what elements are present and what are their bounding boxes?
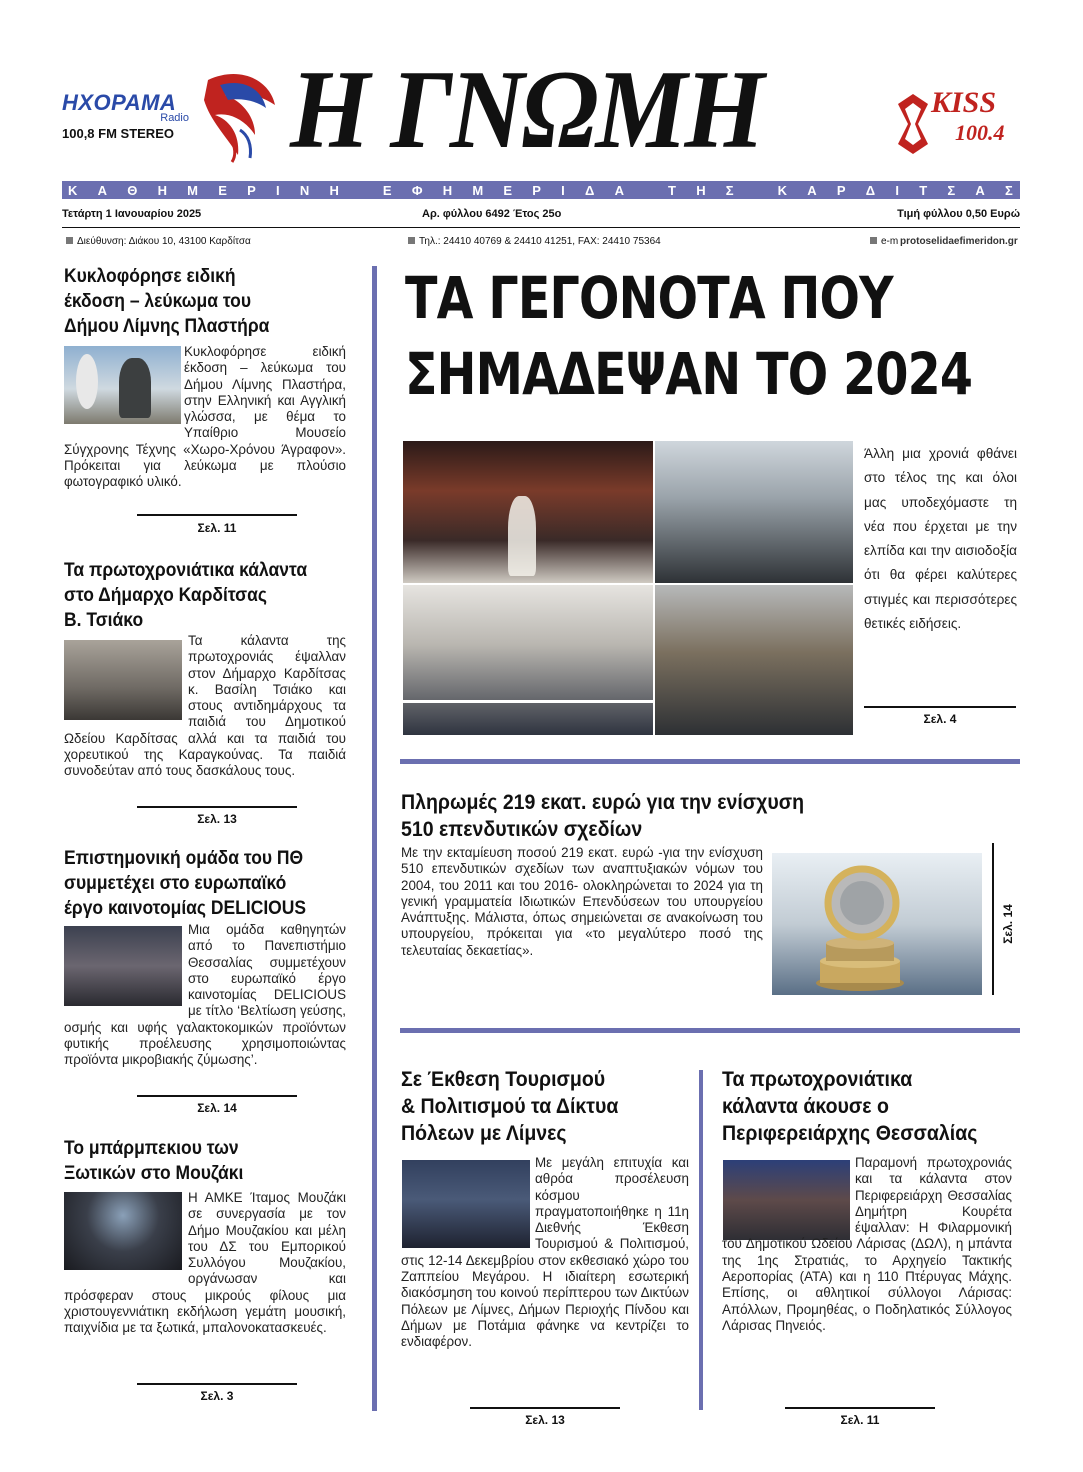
rule — [785, 1407, 935, 1409]
subtitle-letter: Η — [329, 182, 340, 198]
subtitle-letter: Ι — [276, 182, 281, 198]
subtitle-gap — [359, 183, 364, 198]
subtitle-letter: Α — [807, 182, 818, 198]
payments-body: Με την εκταμίευση ποσού 219 εκατ. ευρώ -για την ενίσχυση 510 επενδυτικών σχεδίων των αναπτυξιακών νόμων του 2004, του 2011 και του 2016- ολοκληρώνεται το 2024 για τη γενική γραμματεία Ιδιωτικών Επενδύσεων του υπουργείου Ανάπτυξης. Μάλιστα, όπως σημειώνεται σε ανακοίνωση του υπουργείου, πρόκειται για «το μεγαλύτερο ποσό της τελευταίας δεκαετίας». — [401, 845, 763, 958]
subtitle-letter: Δ — [865, 182, 877, 198]
lead-photo-1 — [403, 441, 653, 583]
carols-page: Σελ. 11 — [840, 1413, 880, 1427]
payments-page: Σελ. 14 — [1001, 904, 1015, 944]
subtitle-letter: Ε — [218, 182, 228, 198]
lead-page: Σελ. 4 — [923, 712, 957, 726]
radio-kiss-logo — [893, 86, 1018, 156]
lead-photo-2 — [655, 441, 853, 583]
kiss-lips-icon — [893, 94, 933, 154]
lead-photo-3 — [403, 585, 653, 735]
subtitle-letter: Α — [97, 182, 108, 198]
article-2-page: Σελ. 13 — [197, 812, 237, 826]
subtitle-bar — [62, 181, 1020, 199]
article-1-title: Κυκλοφόρησε ειδική έκδοση – λεύκωμα του Δήμου Λίμνης Πλαστήρα — [64, 266, 270, 337]
rule — [137, 1383, 297, 1385]
kiss-freq: 100.4 — [955, 120, 1005, 145]
subtitle-letter: Κ — [68, 182, 79, 198]
main-headline: ΤΑ ΓΕΓΟΝΟΤΑ ΠΟΥ ΣΗΜΑΔΕΨΑΝ ΤΟ 2024 — [405, 264, 973, 408]
lead-photo-4 — [655, 585, 853, 735]
rule — [137, 514, 297, 516]
subtitle-letter: Τ — [668, 182, 677, 198]
euro-coins-icon — [772, 853, 982, 995]
subtitle-letter: Ν — [299, 182, 311, 198]
rule — [864, 706, 1016, 708]
rule — [137, 806, 297, 808]
rule — [62, 227, 1020, 228]
subtitle-letter: Σ — [725, 182, 735, 198]
square-bullet-icon — [408, 237, 415, 244]
article-4-page: Σελ. 3 — [200, 1389, 234, 1403]
article-1-body: Κυκλοφόρησε ειδική έκδοση – λεύκωμα του Δήμου Λίμνης Πλαστήρα, στην Ελληνική και Αγγλική γλώσσα, με θέμα το Υπαίθριο Μουσείο Σύγχρονης Τέχνης «Χωρο-Χρόνου Άγραφον». Πρόκειται για λεύκωμα με πλούσιο φωτογραφικό υλικό. — [64, 344, 346, 490]
subtitle-letter: Ρ — [247, 182, 257, 198]
subtitle-letter: Θ — [127, 182, 139, 198]
radio-left-sub: Radio — [160, 112, 189, 124]
kiss-name: KISS — [931, 86, 997, 119]
bird-logo-icon — [200, 60, 295, 165]
subtitle-letter: Μ — [472, 182, 485, 198]
subtitle-letter: Τ — [919, 182, 929, 198]
subtitle-gap — [754, 183, 759, 198]
square-bullet-icon — [66, 237, 73, 244]
lead-body: Άλλη μια χρονιά φθάνει στο τέλος της και όλοι μας υποδεχόμαστε τη νέα που έρχεται με την ελπίδα και την αισιοδοξία ότι θα φέρει καλύτερες στιγμές και περισσότερες θετικές ειδήσεις. — [864, 446, 1017, 632]
subtitle-letter: Ρ — [532, 182, 542, 198]
phones: Τηλ.: 24410 40769 & 24410 41251, FAX: 24410 75364 — [419, 236, 661, 247]
radio-left-name: ΗΧΟΡΑΜΑ — [62, 90, 177, 115]
article-1-page: Σελ. 11 — [197, 521, 237, 535]
newspaper-title: Η ΓΝΩΜΗ — [290, 48, 762, 172]
subtitle-letter: Α — [614, 182, 625, 198]
tourism-body: Με μεγάλη επιτυχία και αθρόα προσέλευση κόσμου πραγματοποιήθηκε η 11η Διεθνής Έκθεση Τουρισμού & Πολιτισμού, στις 12-14 Δεκεμβρίου στον εκθεσιακό χώρο του Ζαππείου Μεγάρου. Η ιδιαίτερη εσωτερική διακόσμηση του κοινού περίπτερου των Δικτύων Πόλεων με Λίμνες, Δήμων Περιοχής Πίνδου και Δήμων με Ποτάμια φάνηκε να κεντρίζει το ενδιαφέρον. — [401, 1155, 689, 1350]
subtitle-letter: Η — [696, 182, 707, 198]
subtitle-gap — [644, 183, 649, 198]
payments-title: Πληρωμές 219 εκατ. ευρώ για την ενίσχυση 510 επενδυτικών σχεδίων — [401, 791, 805, 841]
subtitle-letter: Μ — [187, 182, 200, 198]
subtitle-letter: Ρ — [836, 182, 847, 198]
payments-photo — [772, 853, 982, 995]
square-bullet-icon — [870, 237, 877, 244]
subtitle-letter: Ι — [561, 182, 566, 198]
subtitle-letter: Σ — [1005, 182, 1014, 198]
article-2-title: Τα πρωτοχρονιάτικα κάλαντα στο Δήμαρχο Καρδίτσας Β. Τσιάκο — [64, 560, 308, 631]
subtitle-letter: Ε — [382, 182, 393, 198]
article-4-body: Η ΑΜΚΕ Ίταμος Μουζάκι σε συνεργασία με τον Δήμο Μουζακίου και μέλη του ΔΣ του Εμπορικού Συλλόγου Μουζακίου, οργάνωσαν και πρόσφεραν στους μικρούς φίλους μια χριστουγεννιάτικη εκδήλωση γεμάτη μουσική, παιχνίδια με τα ξωτικά, μπαλονοκατασκευές. — [64, 1190, 346, 1336]
tourism-title: Σε Έκθεση Τουρισμού & Πολιτισμού τα Δίκτυα Πόλεων με Λίμνες — [401, 1068, 619, 1145]
article-3-page: Σελ. 14 — [197, 1101, 237, 1115]
subtitle-letter: Σ — [947, 182, 957, 198]
issue-price: Τιμή φύλλου 0,50 Ευρώ — [897, 208, 1020, 220]
article-4-title: Το μπάρμπεκιου των Ξωτικών στο Μουζάκι — [64, 1138, 244, 1184]
issue-number: Αρ. φύλλου 6492 Έτος 25ο — [422, 208, 562, 220]
issue-date: Τετάρτη 1 Ιανουαρίου 2025 — [62, 208, 202, 220]
email-prefix: e-m — [881, 236, 899, 247]
rule — [470, 1407, 620, 1409]
subtitle-letter: Κ — [777, 182, 789, 198]
subtitle-letter: Α — [975, 182, 986, 198]
radio-ixorama-logo — [62, 92, 197, 141]
subtitle-letter: Ι — [895, 182, 900, 198]
subtitle-letter: Η — [157, 182, 168, 198]
column-divider — [372, 266, 377, 1411]
carols-body: Παραμονή πρωτοχρονιάς και τα κάλαντα στον Περιφερειάρχη Θεσσαλίας Δημήτρη Κουρέτα έψαλλαν: Η Φιλαρμονική του Δημοτικού Ωδείου Λάρισας (ΔΩΛ), η μπάντα της 1ης Στρατιάς, το Αρχηγείο Τακτικής Αεροπορίας (ΑΤΑ) και η 110 Πτέρυγας Μάχης. Επίσης, οι αθλητικοί σύλλογοι Λάρισας: Απόλλων, Προμηθέας, ο Ποδηλατικός Σύλλογος Λάρισας Πηνειός. — [722, 1155, 1012, 1333]
lead-photo-collage — [403, 441, 853, 735]
section-divider — [400, 759, 1020, 764]
subtitle-letter: Η — [442, 182, 454, 198]
watermark: protoselidaefimeridon.gr — [900, 236, 1018, 247]
rule — [137, 1095, 297, 1097]
section-divider — [400, 1028, 1020, 1033]
article-3-body: Μια ομάδα καθηγητών από το Πανεπιστήμιο Θεσσαλίας συμμετέχουν στο ευρωπαϊκό έργο καινοτομίας DELICIOUS με τίτλο ‘Βελτίωση γεύσης, οσμής και υφής γαλακτοκομικών προϊόντων φυτικής προέλευσης χρησιμοποιώντας προϊόντα μικροβιακής ζύμωσης’. — [64, 922, 346, 1068]
tourism-page: Σελ. 13 — [525, 1413, 565, 1427]
article-3-title: Επιστημονική ομάδα του ΠΘ συμμετέχει στο ευρωπαϊκό έργο καινοτομίας DELICIOUS — [64, 848, 307, 919]
address: Διεύθυνση: Διάκου 10, 43100 Καρδίτσα — [77, 236, 251, 247]
subtitle-letter: Φ — [411, 182, 424, 198]
column-divider — [699, 1070, 703, 1410]
radio-left-freq: 100,8 FM STEREO — [62, 126, 174, 141]
article-2-body: Τα κάλαντα της πρωτοχρονιάς έψαλλαν στον Δήμαρχο Καρδίτσας κ. Βασίλη Τσιάκο και στους αντιδημάρχους τα παιδιά του Δημοτικού Ωδείου Καρδίτσας αλλά και τα παιδιά του χορευτικού της Καραγκούνας. Τα παιδιά συνοδεύτaν από τους δασκάλους τους. — [64, 633, 346, 779]
subtitle-letter: Δ — [585, 182, 596, 198]
subtitle-letter: Ε — [503, 182, 514, 198]
carols-title: Τα πρωτοχρονιάτικα κάλαντα άκουσε ο Περιφερειάρχης Θεσσαλίας — [722, 1068, 978, 1145]
